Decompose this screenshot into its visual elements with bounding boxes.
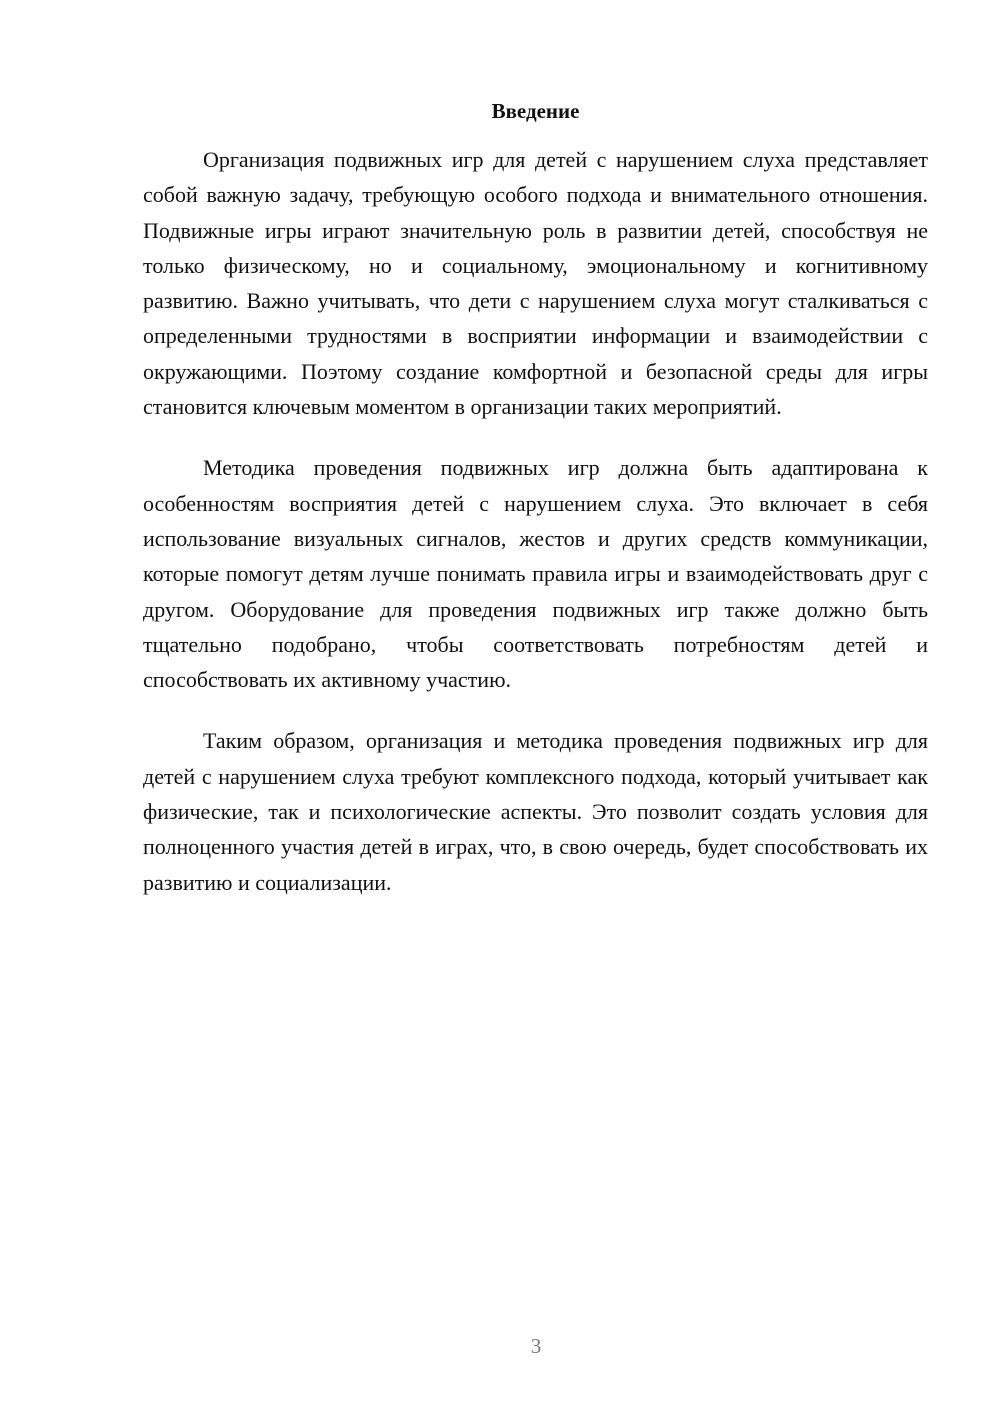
page-number: 3 — [530, 1334, 542, 1358]
paragraph-2: Методика проведения подвижных игр должна быть адаптирована к особенностям восприятия детей с нарушением слуха. Это включает в себя использование визуальных сигналов, жестов и других средств коммуникации, которые помогут детям лучше понимать правила игры и взаимодействовать друг с другом. Оборудование для проведения подвижных игр также должно быть тщательно подобрано, чтобы соответствовать потребностям детей и способствовать их активному участию. — [143, 455, 928, 693]
section-title: Введение — [491, 99, 580, 123]
paragraph-1: Организация подвижных игр для детей с нарушением слуха представляет собой важную задачу, требующую особого подхода и внимательного отношения. Подвижные игры играют значительную роль в развитии детей, способствуя не только физическому, но и социальному, эмоциональному и когнитивному развитию. Важно учитывать, что дети с нарушением слуха могут сталкиваться с определенными трудностями в восприятии информации и взаимодействии с окружающими. Поэтому создание комфортной и безопасной среды для игры становится ключевым моментом в организации таких мероприятий. — [143, 147, 928, 420]
paragraph-3: Таким образом, организация и методика проведения подвижных игр для детей с нарушением слуха требуют комплексного подхода, который учитывает как физические, так и психологические аспекты. Это позволит создать условия для полноценного участия детей в играх, что, в свою очередь, будет способствовать их развитию и социализации. — [143, 728, 928, 895]
page-content — [143, 92, 928, 926]
